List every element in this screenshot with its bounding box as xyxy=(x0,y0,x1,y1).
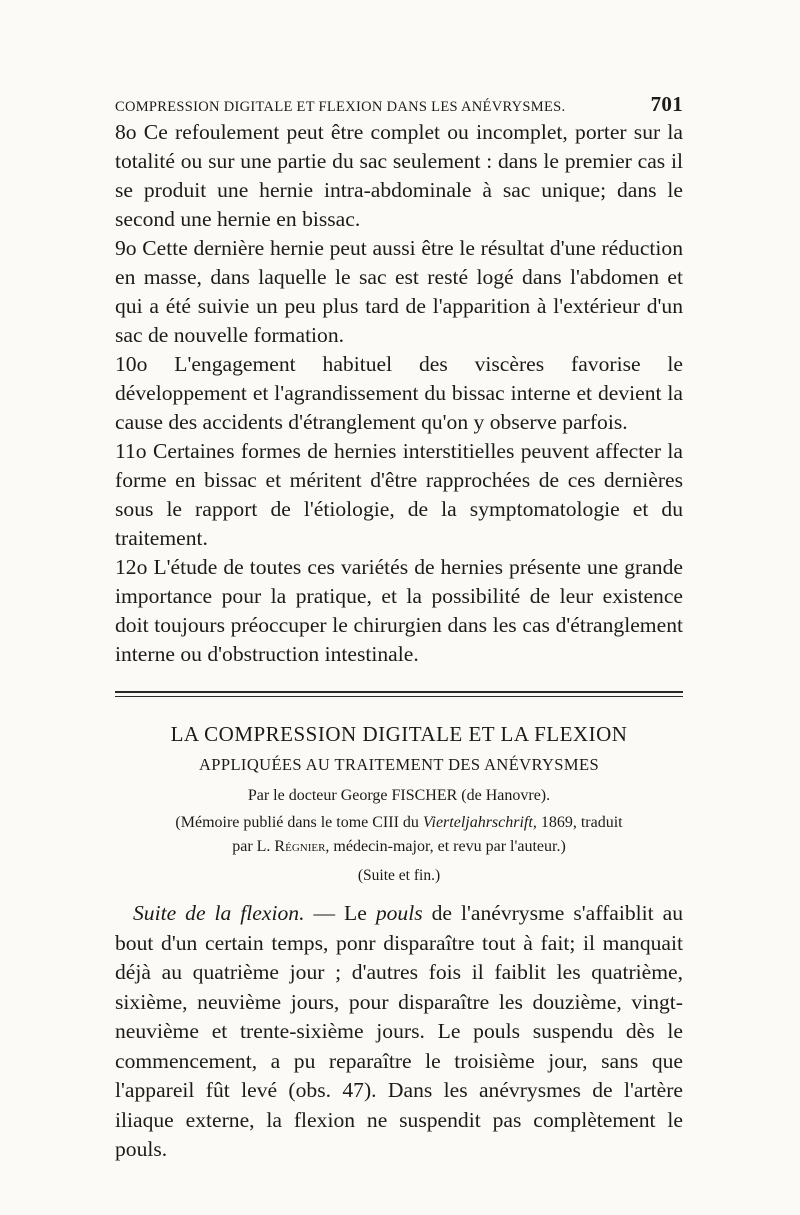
publication-note xyxy=(115,811,683,859)
article-subtitle: APPLIQUÉES AU TRAITEMENT DES ANÉVRYSMES xyxy=(198,755,600,774)
section-divider xyxy=(115,691,683,697)
paragraph-10: 10o L'engagement habituel des viscères favorise le développement et l'agrandissement du bissac interne et devient la cause des accidents d'étranglement qu'on y observe parfois. xyxy=(115,352,683,434)
paragraph-12: 12o L'étude de toutes ces variétés de hernies présente une grande importance pour la pratique, et la possibilité de leur existence doit toujours préoccuper le chirurgien dans les cas d'étranglement interne ou d'obstruction intestinale. xyxy=(115,555,683,666)
note-line2-after: , médecin-major, et revu par l'auteur.) xyxy=(325,838,566,855)
note-before: (Mémoire publié dans le tome CIII du xyxy=(175,814,419,831)
document-page xyxy=(115,92,683,1186)
body-dash: — Le xyxy=(304,901,376,925)
article-title: LA COMPRESSION DIGITALE ET LA FLEXION xyxy=(170,722,628,746)
continuation-label: (Suite et fin.) xyxy=(357,867,441,884)
note-author: Régnier xyxy=(274,838,326,855)
note-journal: Vierteljahrschrift xyxy=(422,814,533,831)
note-after: , 1869, traduit xyxy=(532,814,623,831)
body-lead: Suite de la flexion. xyxy=(132,901,305,925)
divider-thin xyxy=(115,696,683,697)
running-title: COMPRESSION DIGITALE ET FLEXION DANS LES ANÉVRYSMES. xyxy=(115,99,566,115)
divider-thick xyxy=(115,691,683,693)
body-pouls: pouls xyxy=(375,901,423,925)
note-line2-before: par L. xyxy=(232,838,271,855)
paragraph-9: 9o Cette dernière hernie peut aussi être le résultat d'une réduction en masse, dans laquelle le sac est resté logé dans l'abdomen et qui a été suivie un peu plus tard de l'apparition à l'extérieur d'un sac de nouvelle formation. xyxy=(115,236,683,347)
body-paragraph xyxy=(115,899,683,1165)
article-byline: Par le docteur George FISCHER (de Hanovre). xyxy=(247,787,551,804)
body-text: de l'anévrysme s'affaiblit au bout d'un certain temps, ponr disparaître tout à fait; il manquait déjà au quatrième jour ; d'autres fois il faiblit les quatrième, sixième, neuvième jours, pour disparaître les douzième, vingt-neuvième et trente-sixième jours. Le pouls suspendu dès le commencement, a pu reparaître le troisième jour, sans que l'appareil fût levé (obs. 47). Dans les anévrysmes de l'artère iliaque externe, la flexion ne suspendit pas complètement le pouls. xyxy=(115,901,683,1161)
paragraph-8: 8o Ce refoulement peut être complet ou incomplet, porter sur la totalité ou sur une partie du sac seulement : dans le premier cas il se produit une hernie intra-abdominale à sac unique; dans le second une hernie en bissac. xyxy=(115,120,683,231)
running-header xyxy=(115,92,683,118)
page-number: 701 xyxy=(650,92,683,116)
paragraph-11: 11o Certaines formes de hernies interstitielles peuvent affecter la forme en bissac et méritent d'être rapprochées de ces dernières sous le rapport de l'étiologie, de la symptomatologie et du traitement. xyxy=(115,439,683,550)
